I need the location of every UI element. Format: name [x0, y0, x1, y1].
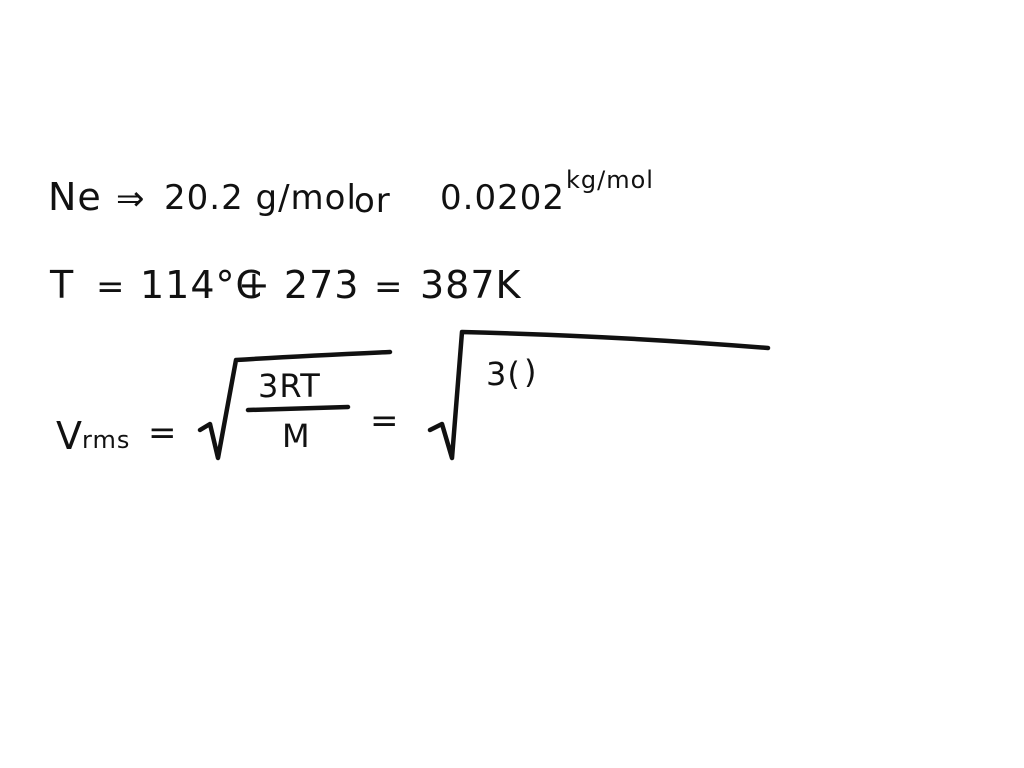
equals-sign-4: =	[370, 401, 400, 441]
equals-sign-2: =	[374, 267, 404, 307]
partial-numerator: 3(	[486, 355, 521, 393]
or-word: or	[354, 181, 391, 221]
kelvin-offset: + 273	[238, 263, 360, 307]
temperature-kelvin: 387K	[420, 263, 522, 307]
square-root-sign-2	[430, 332, 768, 458]
fraction-numerator: 3RT	[258, 367, 321, 405]
velocity-subscript-rms: rms	[82, 426, 131, 454]
fraction-bar	[248, 407, 348, 410]
implies-arrow: ⇒	[116, 179, 146, 219]
equals-sign-1: =	[96, 267, 126, 307]
molar-mass-kg-unit: kg/mol	[566, 166, 654, 194]
equals-sign-3: =	[148, 413, 178, 453]
partial-numerator-stroke: )	[524, 353, 538, 391]
molar-mass-kg-value: 0.0202	[440, 178, 565, 218]
species-neon: Ne	[48, 175, 102, 219]
fraction-denominator: M	[282, 417, 311, 455]
velocity-symbol: V	[56, 414, 83, 458]
temperature-celsius: 114°C	[140, 263, 264, 307]
molar-mass-grams: 20.2 g/mol	[164, 178, 357, 218]
temperature-symbol: T	[50, 263, 75, 307]
